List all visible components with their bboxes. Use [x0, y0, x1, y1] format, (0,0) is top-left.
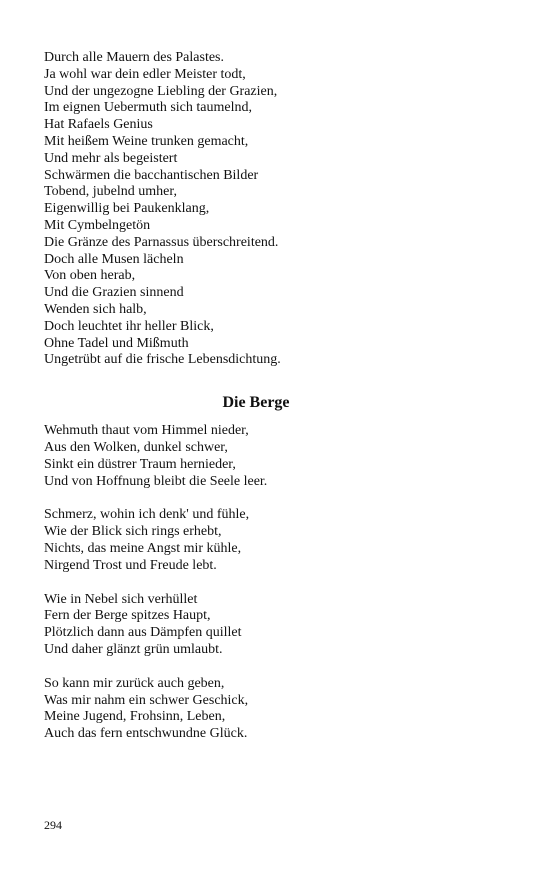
poem-title: Die Berge — [222, 394, 290, 412]
verse-line: Fern der Berge spitzes Haupt, — [44, 608, 211, 624]
verse-line: Schmerz, wohin ich denk' und fühle, — [44, 507, 250, 523]
page-number: 294 — [44, 818, 62, 832]
verse-line: Doch alle Musen lächeln — [44, 251, 184, 267]
verse-line: Mit heißem Weine trunken gemacht, — [44, 133, 249, 149]
stanza-break — [44, 659, 514, 676]
verse-line: Nichts, das meine Angst mir kühle, — [44, 540, 242, 556]
verse-line: Aus den Wolken, dunkel schwer, — [44, 439, 228, 455]
verse-line: Ja wohl war dein edler Meister todt, — [44, 66, 246, 82]
verse-line: Eigenwillig bei Paukenklang, — [44, 201, 210, 217]
verse-line: Nirgend Trost und Freude lebt. — [44, 557, 217, 573]
verse-line: Mit Cymbelngetön — [44, 217, 151, 233]
stanza-2 — [44, 507, 514, 574]
verse-line: Auch das fern entschwundne Glück. — [44, 726, 248, 742]
verse-line: Wenden sich halb, — [44, 301, 147, 317]
verse-line: Ungetrübt auf die frische Lebensdichtung. — [44, 352, 281, 368]
verse-line: Und die Grazien sinnend — [44, 285, 184, 301]
stanza-4 — [44, 676, 514, 743]
verse-line: Und daher glänzt grün umlaubt. — [44, 641, 223, 657]
verse-line: Und von Hoffnung bleibt die Seele leer. — [44, 473, 268, 489]
stanza-break — [44, 490, 514, 507]
verse-line: Hat Rafaels Genius — [44, 117, 153, 133]
verse-line: Schwärmen die bacchantischen Bilder — [44, 167, 259, 183]
verse-line: Wie der Blick sich rings erhebt, — [44, 524, 222, 540]
verse-line: Tobend, jubelnd umher, — [44, 184, 177, 200]
verse-line: Und mehr als begeistert — [44, 150, 178, 166]
verse-line: Von oben herab, — [44, 268, 136, 284]
verse-line: So kann mir zurück auch geben, — [44, 675, 225, 691]
book-page — [44, 50, 514, 743]
stanza-break — [44, 575, 514, 592]
verse-line: Durch alle Mauern des Palastes. — [44, 50, 224, 65]
stanza-3 — [44, 592, 514, 659]
verse-line: Im eignen Uebermuth sich taumelnd, — [44, 100, 252, 116]
verse-line: Wie in Nebel sich verhüllet — [44, 591, 198, 607]
verse-line: Doch leuchtet ihr heller Blick, — [44, 318, 214, 334]
verse-line: Und der ungezogne Liebling der Grazien, — [44, 83, 278, 99]
verse-line: Die Gränze des Parnassus überschreitend. — [44, 234, 279, 250]
verse-line: Ohne Tadel und Mißmuth — [44, 335, 189, 351]
verse-line: Sinkt ein düstrer Traum hernieder, — [44, 456, 236, 472]
verse-line: Plötzlich dann aus Dämpfen quillet — [44, 625, 242, 641]
verse-line: Meine Jugend, Frohsinn, Leben, — [44, 709, 226, 725]
previous-poem-ending — [44, 50, 514, 369]
verse-line: Was mir nahm ein schwer Geschick, — [44, 692, 249, 708]
verse-line: Wehmuth thaut vom Himmel nieder, — [44, 423, 249, 439]
stanza-1 — [44, 423, 514, 490]
